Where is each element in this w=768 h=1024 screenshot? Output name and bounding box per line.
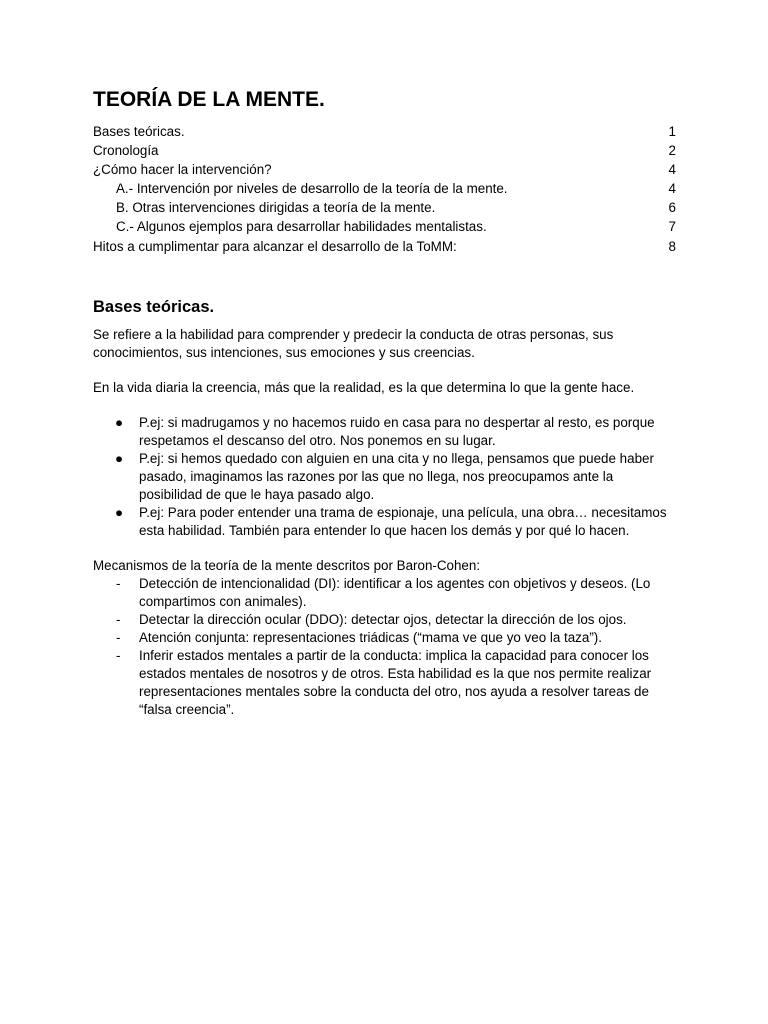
toc-entry[interactable]: [93, 122, 676, 141]
belief-paragraph: En la vida diaria la creencia, más que la realidad, es la que determina lo que la gente hace.: [93, 379, 635, 395]
definition-paragraph: Se refiere a la habilidad para comprender y predecir la conducta de otras personas, sus conocimientos, sus intenciones, sus emociones y sus creencias.: [93, 326, 614, 360]
list-item: [93, 414, 676, 450]
bullet-icon: ●: [115, 504, 124, 520]
list-item: [93, 647, 676, 719]
toc-entry-page[interactable]: 6: [668, 200, 676, 216]
toc-entry-page[interactable]: 4: [668, 181, 676, 197]
toc-entry[interactable]: [93, 237, 676, 256]
toc-entry-label[interactable]: Bases teóricas.: [93, 124, 185, 139]
toc-subentry[interactable]: [93, 198, 676, 217]
list-item-text: Atención conjunta: representaciones triádicas (“mama ve que yo veo la taza”).: [139, 629, 602, 645]
toc-entry[interactable]: [93, 160, 676, 179]
mechanisms-list: [93, 575, 676, 719]
list-item: [93, 504, 676, 540]
mechanisms-intro: Mecanismos de la teoría de la mente descritos por Baron-Cohen:: [93, 557, 481, 573]
toc-entry-label[interactable]: B. Otras intervenciones dirigidas a teoría de la mente.: [116, 200, 436, 216]
toc-entry-label[interactable]: ¿Cómo hacer la intervención?: [93, 162, 272, 178]
examples-list: [93, 414, 676, 540]
toc-entry-page[interactable]: 2: [668, 143, 676, 159]
table-of-contents: [93, 122, 676, 256]
list-item: [93, 450, 676, 504]
bullet-icon: ●: [115, 450, 124, 466]
list-item: [93, 611, 676, 629]
dash-bullet-icon: -: [116, 611, 121, 627]
toc-entry-page[interactable]: 7: [668, 219, 676, 235]
list-item-text: P.ej: si madrugamos y no hacemos ruido en casa para no despertar al resto, es porque respetamos el descanso del otro. Nos ponemos en su lugar.: [139, 414, 655, 448]
bullet-icon: ●: [115, 414, 124, 430]
toc-entry-label[interactable]: Hitos a cumplimentar para alcanzar el desarrollo de la ToMM:: [93, 238, 457, 254]
document-page: [93, 86, 676, 719]
list-item-text: Detectar la dirección ocular (DDO): detectar ojos, detectar la dirección de los ojos.: [139, 611, 627, 627]
list-item-text: P.ej: si hemos quedado con alguien en una cita y no llega, pensamos que puede haber pasado, imaginamos las razones por las que no llega, nos preocupamos ante la posibilidad de que le haya pasado algo.: [139, 450, 654, 502]
dash-bullet-icon: -: [116, 647, 121, 663]
toc-entry[interactable]: [93, 141, 676, 160]
document-title: TEORÍA DE LA MENTE.: [93, 88, 325, 111]
toc-entry-label[interactable]: C.- Algunos ejemplos para desarrollar habilidades mentalistas.: [116, 219, 487, 235]
toc-entry-page[interactable]: 1: [668, 124, 676, 139]
section-heading: Bases teóricas.: [93, 297, 215, 316]
toc-subentry[interactable]: [93, 217, 676, 236]
dash-bullet-icon: -: [116, 575, 121, 591]
toc-subentry[interactable]: [93, 179, 676, 198]
list-item: [93, 629, 676, 647]
list-item-text: P.ej: Para poder entender una trama de espionaje, una película, una obra… necesitamos esta habilidad. También para entender lo que hacen los demás y por qué lo hacen.: [139, 504, 667, 538]
toc-entry-page[interactable]: 4: [668, 162, 676, 178]
toc-entry-label[interactable]: Cronología: [93, 143, 159, 159]
list-item-text: Detección de intencionalidad (DI): identificar a los agentes con objetivos y deseos. (Lo compartimos con animales).: [139, 575, 651, 609]
toc-entry-label[interactable]: A.- Intervención por niveles de desarrollo de la teoría de la mente.: [116, 181, 508, 197]
list-item: [93, 575, 676, 611]
toc-entry-page[interactable]: 8: [668, 238, 676, 254]
dash-bullet-icon: -: [116, 629, 121, 645]
list-item-text: Inferir estados mentales a partir de la conducta: implica la capacidad para conocer los estados mentales de nosotros y de otros. Esta habilidad es la que nos permite realizar representaciones mentales sobre la conducta del otro, nos ayuda a resolver tareas de “falsa creencia”.: [139, 647, 652, 717]
